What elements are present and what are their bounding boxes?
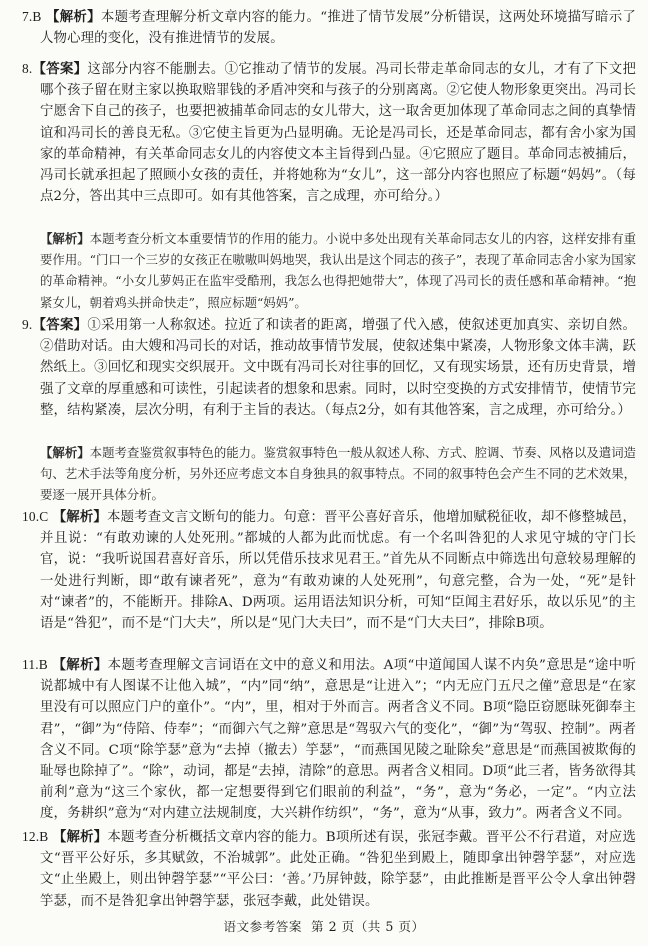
analysis-tag: 【解析】 bbox=[40, 231, 90, 246]
page-footer bbox=[0, 916, 648, 935]
analysis-text: 本题考查理解分析文章内容的能力。“推进了情节发展”分析错误，这两处环境描写暗示了人物心理的变化，没有推进情节的发展。 bbox=[40, 10, 636, 47]
page-number: 第 2 页（共 5 页） bbox=[310, 919, 425, 934]
analysis-text: 本题考查分析概括文章内容的能力。B项所述有误，张冠李戴。晋平公不行君道，对应选文“晋平公好乐，多其赋敛，不治城郭”。此处正确。“咎犯坐到殿上，随即拿出钟磬竽瑟”，对应选文“止坐殿上，则出钟磬竽瑟”“平公曰：‘善。’乃屏钟鼓，除竽瑟”，由此推断是晋平公令人拿出钟磬竽瑟，而不是咎犯拿出钟磬竽瑟，张冠李戴，此处错误。 bbox=[40, 830, 636, 909]
answer-item-11 bbox=[22, 654, 636, 825]
answer-text: ①采用第一人称叙述。拉近了和读者的距离，增强了代入感，使叙述更加真实、亲切自然。②借助对话。由大嫂和冯司长的对话，推动故事情节发展，使叙述集中紧凑，人物形象文体丰满，跃然纸上。③回忆和现实交织展开。文中既有冯司长对往事的回忆，又有现实场景，还有历史背景，增强了文章的厚重感和可读性，引起读者的想象和思索。同时，以时空变换的方式安排情节，使情节完整，结构紧凑，层次分明，有利于主旨的表达。（每点2分，如有其他答案，言之成理，亦可给分。） bbox=[40, 318, 636, 418]
item-number: 10. bbox=[22, 509, 40, 524]
analysis-text: 本题考查鉴赏叙事特色的能力。鉴赏叙事特色一般从叙述人称、方式、腔调、节奏、风格以及遣词造句、艺术手法等角度分析，另外还应考虑文本自身独具的叙事特点。不同的叙事特色会产生不同的艺术效果，要逐一展开具体分析。 bbox=[40, 445, 637, 503]
answer-item-10 bbox=[22, 506, 636, 634]
answer-choice: B bbox=[38, 657, 48, 672]
item-number: 8. bbox=[22, 61, 33, 76]
item-number: 7. bbox=[22, 9, 33, 24]
answer-text: 这部分内容不能删去。①它推动了情节的发展。冯司长带走革命同志的女儿，才有了下文把哪个孩子留在财主家以换取赔罪钱的矛盾冲突和与孩子的分别离离。②它使人物形象更突出。冯司长宁愿舍下自己的孩子，也要把被捕革命同志的女儿带大，这一取舍更加体现了革命同志之间的真挚情谊和冯司长的善良无私。③它使主旨更为凸显明确。无论是冯司长，还是革命同志，都有舍小家为国家的革命精神，有关革命同志女儿的内容使文本主旨得到凸显。④它照应了题目。革命同志被捕后，冯司长就承担起了照顾小女孩的责任，并将她称为“女儿”，这一部分内容也照应了标题“妈妈”。（每点2分，答出其中三点即可。如有其他答案，言之成理，亦可给分。） bbox=[40, 62, 636, 205]
answer-item-7 bbox=[22, 6, 636, 49]
answer-choice: C bbox=[39, 509, 49, 524]
analysis-tag: 【解析】 bbox=[52, 830, 108, 845]
analysis-text: 本题考查分析文本重要情节的作用的能力。小说中多处出现有关革命同志女儿的内容，这样安排有重要作用。“门口一个三岁的女孩正在嗷嗷叫妈地哭，我认出是这个同志的孩子”，表现了革命同志舍小家为国家的革命精神。“小女儿萝妈正在监牢受酷刑，我怎么也得把她带大”，体现了冯司长的责任感和革命精神。“抱紧女儿，朝着鸡头拼命快走”，照应标题“妈妈”。 bbox=[40, 231, 637, 310]
analysis-block-9 bbox=[22, 442, 636, 506]
analysis-block-8 bbox=[22, 228, 636, 313]
footer-label: 语文参考答案 bbox=[223, 919, 302, 934]
analysis-tag: 【解析】 bbox=[46, 10, 101, 25]
answer-item-9 bbox=[22, 314, 636, 421]
answer-choice: B bbox=[39, 829, 49, 844]
analysis-text: 本题考查文言文断句的能力。句意：晋平公喜好音乐，他增加赋税征收，却不修整城邑，并且说：“有敢劝谏的人处死刑。”都城的人都为此而忧虑。有一个名叫咎犯的人求见守城的守门长官，说：“我听说国君喜好音乐，所以凭借乐技求见君王。”首先从不同断点中筛选出句意较易理解的一处进行判断，即“敢有谏者死”，意为“有敢劝谏的人处死刑”，句意完整，合为一处，“死”是针对“谏者”的，不能断开。排除A、D两项。运用语法知识分析，可知“臣闻主君好乐，故以乐见”的主语是“咎犯”，而不是“门大夫”，所以是“见门大夫曰”，而不是“门大夫曰”，排除B项。 bbox=[40, 510, 636, 632]
item-number: 12. bbox=[22, 829, 40, 844]
answer-tag: 【答案】 bbox=[32, 318, 88, 333]
answer-item-12 bbox=[22, 826, 636, 912]
analysis-text: 本题考查理解文言词语在文中的意义和用法。A项“中道闻国人谋不内奂”意思是“途中听说都城中有人图谋不让他入城”，“内”同“纳”，意思是“让进入”；“内无应门五尺之僮”意思是“在家里没有可以照应门户的童仆”。“内”，里，相对于外而言。两者含义不同。B项“隐臣窃愿昧死御奉主君”，“御”为“侍陪、侍奉”；“而御六气之辩”意思是“驾驭六气的变化”，“御”为“驾驭、控制”。两者含义不同。C项“除竽瑟”意为“去掉（撤去）竽瑟”，“而燕国见陵之耻除矣”意思是“而燕国被欺侮的耻辱也除掉了”。“除”，动词，都是“去掉，清除”的意思。两者含义相同。D项“此三者，皆务欲得其前利”意为“这三个家伙，都一定想要得到它们眼前的利益”，“务”，意为“务必，一定”。“内立法度，务耕织”意为“对内建立法规制度，大兴耕作纺织”，“务”，意为“从事，致力”。两者含义不同。 bbox=[40, 658, 636, 822]
item-number: 9. bbox=[22, 317, 33, 332]
answer-choice: B bbox=[32, 9, 42, 24]
analysis-tag: 【解析】 bbox=[52, 510, 107, 525]
analysis-tag: 【解析】 bbox=[40, 445, 90, 460]
item-number: 11. bbox=[22, 657, 39, 672]
analysis-tag: 【解析】 bbox=[52, 658, 108, 673]
answer-item-8 bbox=[22, 58, 636, 207]
answer-tag: 【答案】 bbox=[32, 62, 88, 77]
